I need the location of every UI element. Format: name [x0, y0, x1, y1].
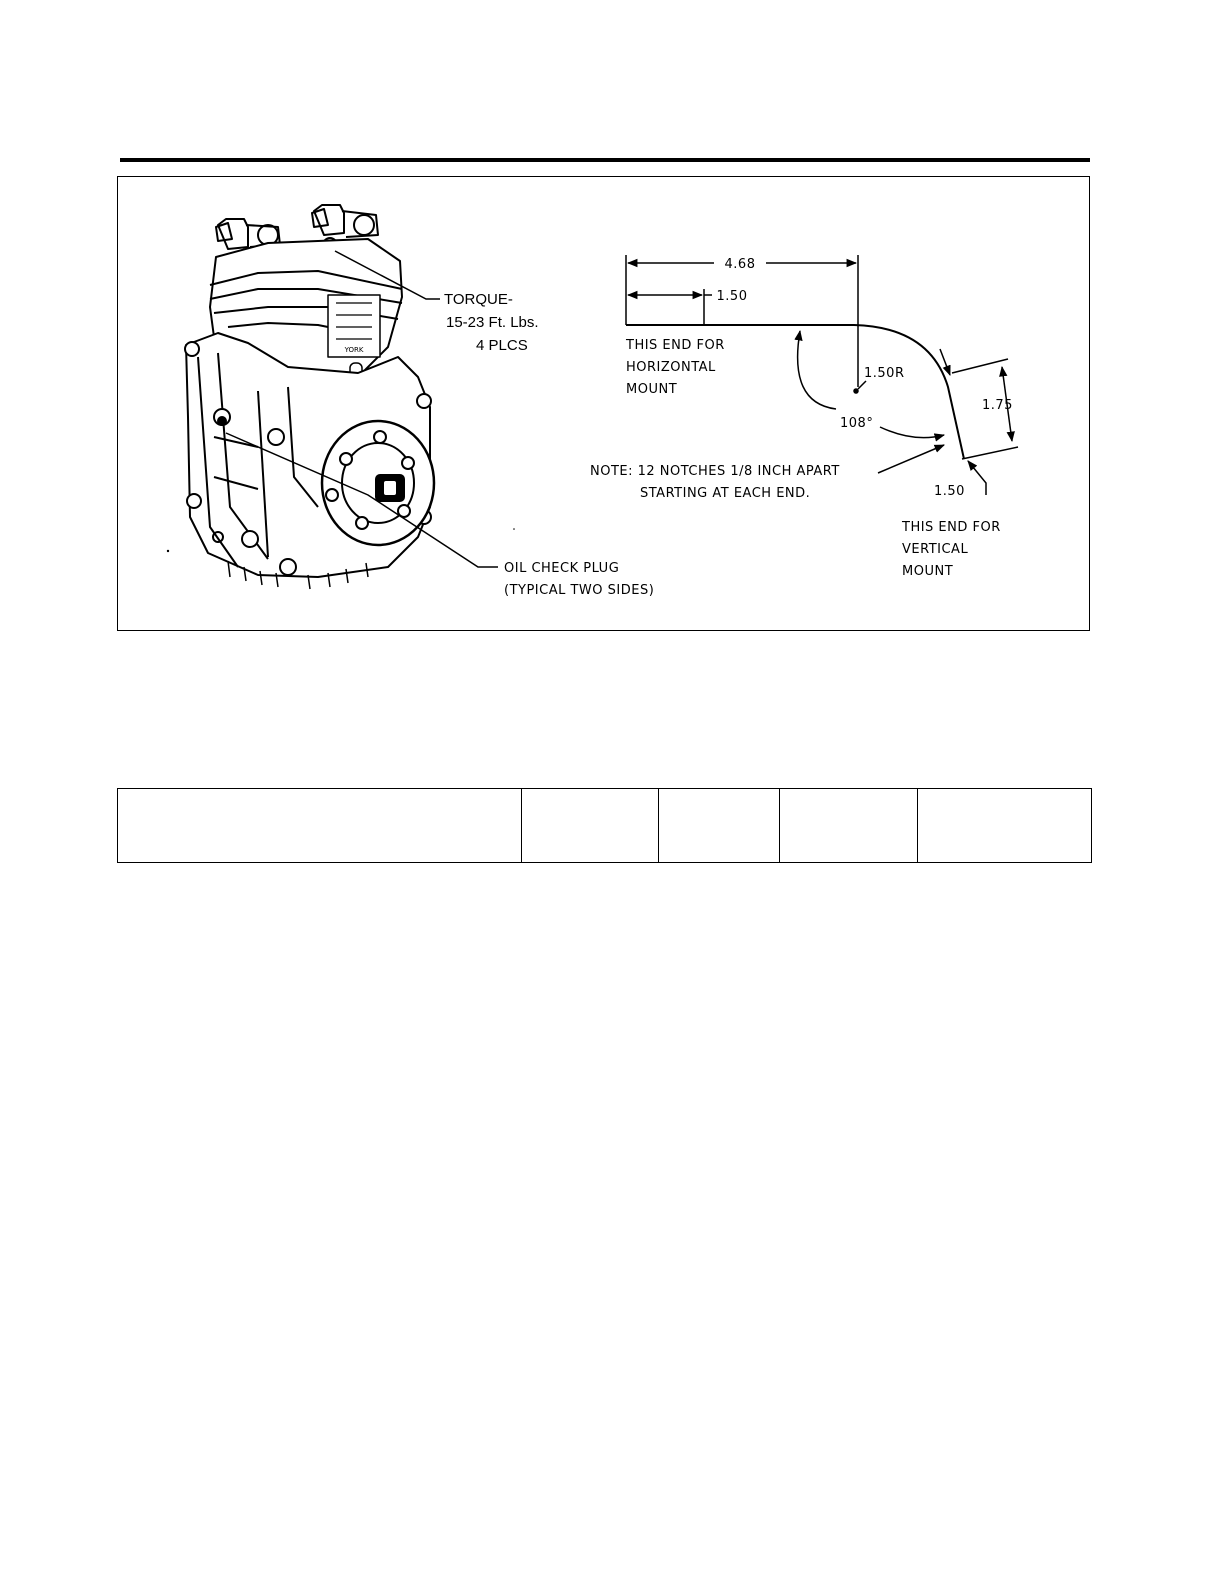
oil-check-plug-icon [218, 417, 226, 425]
vertical-mount-label-line1: THIS END FOR [902, 520, 1001, 535]
dimension-end-length: 1.50 [934, 484, 965, 499]
figure-box [117, 176, 1090, 631]
oil-check-plug-note: (TYPICAL TWO SIDES) [504, 583, 655, 598]
table-cell-2 [522, 789, 659, 863]
bracket-drawing [626, 255, 1018, 495]
notch-note-line1: NOTE: 12 NOTCHES 1/8 INCH APART [590, 464, 840, 479]
dimension-start-length: 1.50 [716, 289, 748, 304]
vertical-mount-label-line2: VERTICAL [902, 542, 969, 557]
vertical-mount-label-line3: MOUNT [902, 564, 954, 579]
empty-table [117, 788, 1092, 863]
torque-places-label: 4 PLCS [476, 337, 528, 354]
table-cell-3 [659, 789, 780, 863]
top-rule [120, 158, 1090, 162]
table-cell-5 [918, 789, 1092, 863]
table-row [118, 789, 1092, 863]
torque-value-label: 15-23 Ft. Lbs. [446, 314, 539, 331]
compressor-drawing [185, 205, 434, 589]
table-cell-1 [118, 789, 522, 863]
table-cell-4 [780, 789, 918, 863]
notch-note-line2: STARTING AT EACH END. [640, 486, 811, 501]
horizontal-mount-label-line1: THIS END FOR [626, 338, 725, 353]
horizontal-mount-label-line3: MOUNT [626, 382, 678, 397]
angle-arc [798, 331, 836, 409]
dimension-total-length: 4.68 [724, 257, 756, 272]
torque-label: TORQUE- [444, 291, 513, 308]
bend-radius-label: 1.50R [864, 366, 905, 381]
nameplate-text: YORK [344, 346, 364, 354]
bend-angle-label: 108° [840, 416, 874, 431]
dimension-vertical-length: 1.75 [982, 398, 1013, 413]
figure-illustration [118, 177, 1091, 632]
oil-check-plug-label: OIL CHECK PLUG [504, 561, 620, 576]
horizontal-mount-label-line2: HORIZONTAL [626, 360, 716, 375]
